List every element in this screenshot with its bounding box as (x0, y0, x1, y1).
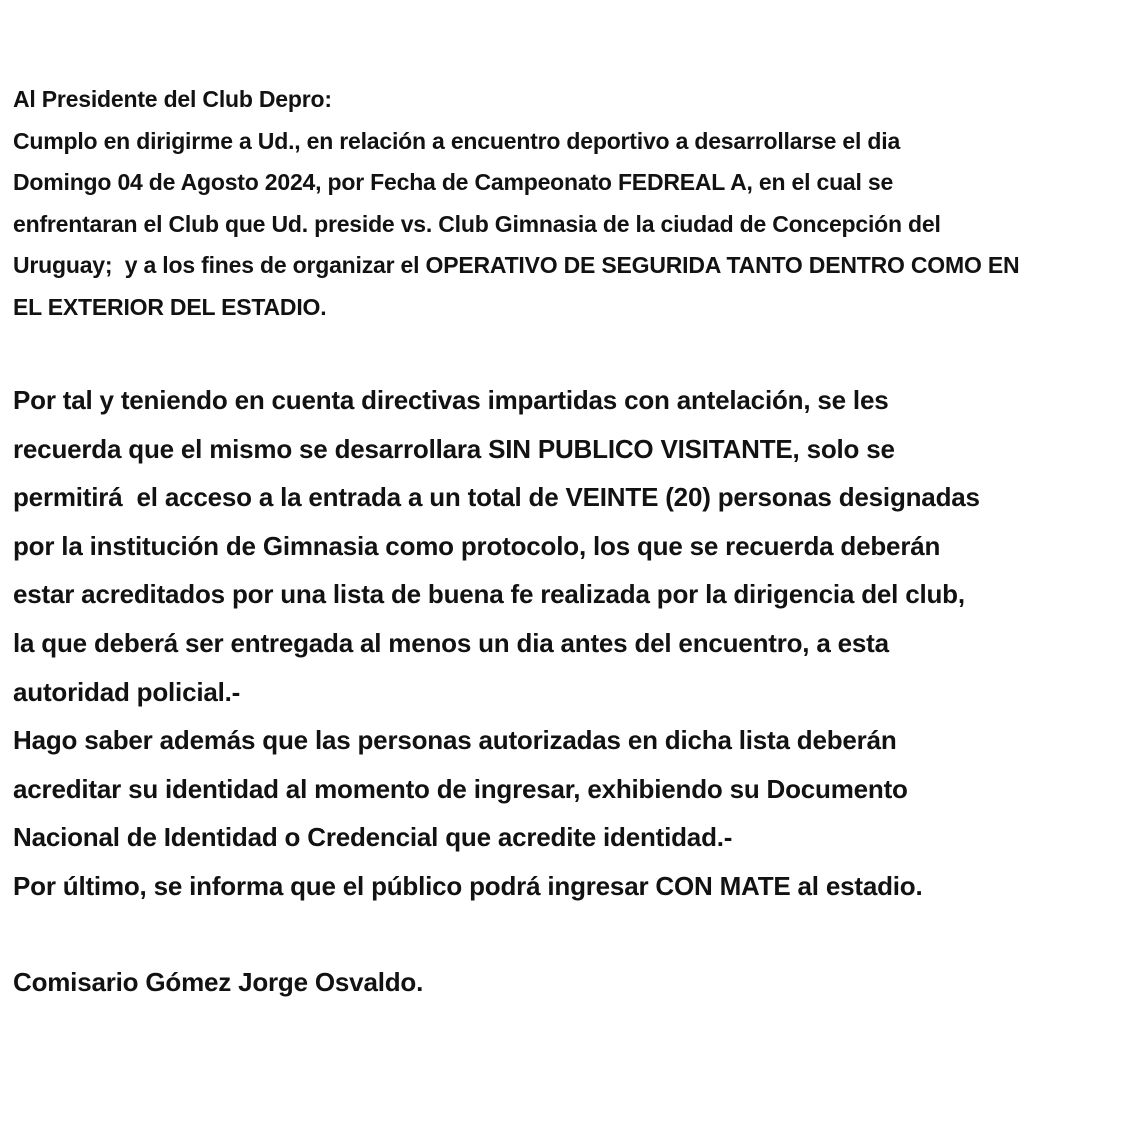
letter-line: Nacional de Identidad o Credencial que acredite identidad.- (13, 822, 733, 853)
letter-line: permitirá el acceso a la entrada a un total de VEINTE (20) personas designadas (13, 482, 980, 513)
letter-line: la que deberá ser entregada al menos un dia antes del encuentro, a esta (13, 627, 889, 658)
letter-line: EL EXTERIOR DEL ESTADIO. (13, 293, 327, 320)
letter-line: autoridad policial.- (13, 676, 241, 707)
letter-line: Por tal y teniendo en cuenta directivas impartidas con antelación, se les (13, 385, 889, 415)
letter-line: Uruguay; y a los fines de organizar el OPERATIVO DE SEGURIDA TANTO DENTRO COMO EN (13, 252, 1020, 278)
letter-line: Cumplo en dirigirme a Ud., en relación a encuentro deportivo a desarrollarse el dia (13, 127, 901, 154)
letter-salutation-line: Al Presidente del Club Depro: (13, 86, 332, 112)
letter-line: acreditar su identidad al momento de ingresar, exhibiendo su Documento (13, 773, 908, 804)
letter-opening-paragraph (13, 79, 1122, 328)
letter-line: Domingo 04 de Agosto 2024, por Fecha de Campeonato FEDREAL A, en el cual se (13, 169, 894, 195)
letter-line: por la institución de Gimnasia como protocolo, los que se recuerda deberán (13, 530, 941, 561)
letter-line: estar acreditados por una lista de buena fe realizada por la dirigencia del club, (13, 579, 965, 610)
letter-line: enfrentaran el Club que Ud. preside vs. Club Gimnasia de la ciudad de Concepción del (13, 210, 941, 237)
letter-body-paragraph (13, 376, 1122, 911)
letter-line: recuerda que el mismo se desarrollara SIN PUBLICO VISITANTE, solo se (13, 433, 895, 464)
letter-line: Por último, se informa que el público podrá ingresar CON MATE al estadio. (13, 870, 923, 901)
letter-line: Hago saber además que las personas autorizadas en dicha lista deberán (13, 725, 897, 756)
letter-signature: Comisario Gómez Jorge Osvaldo. (13, 967, 424, 997)
